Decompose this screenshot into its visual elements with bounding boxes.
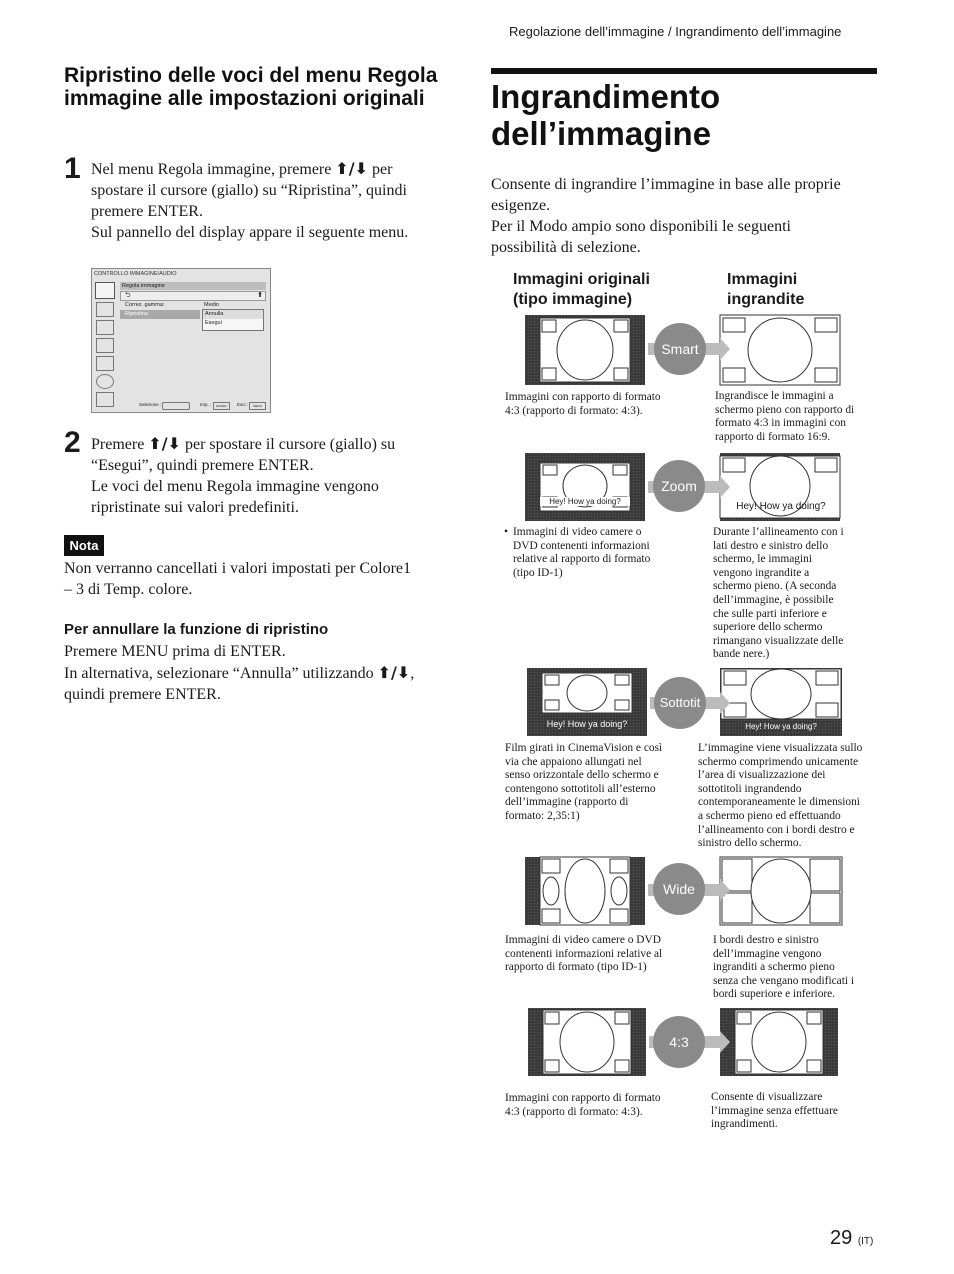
column-heading-line: (tipo immagine) [513,291,633,308]
up-down-arrow-icon: ⬆/⬇ [148,434,181,453]
up-down-arrow-icon: ⬆/⬇ [377,663,411,682]
caption-line: contenenti informazioni relative al [505,947,663,960]
step-1-line: premere ENTER. [91,203,203,220]
step-2-number: 2 [64,426,81,459]
caption-line: dell’immagine (rapporto di [505,796,629,809]
cancel-line: , [410,665,415,682]
osd-option-esegui: Esegui [205,320,222,326]
caption-line: schermo pieno con rapporto di [715,403,855,416]
osd-reset-row: Ripristina [120,310,200,319]
caption-line: a schermo pieno ed effettuando [698,809,841,822]
smart-original-caption [505,391,695,418]
four-three-enlarged-image [720,1008,838,1076]
sottotit-original-subtitle: Hey! How ya doing? [546,719,628,729]
mode-zoom-label: Zoom [653,460,705,512]
caption-line: vengono ingrandite a [713,566,810,579]
caption-line: bande nere.) [713,648,770,661]
cancel-line: quindi premere ENTER. [64,686,221,703]
caption-line: lati destro e sinistro dello [713,539,829,552]
four-three-original-image [528,1008,646,1076]
smart-original-image [525,315,645,385]
caption-line: l’allineamento con i bordi destro e [698,823,855,836]
caption-line: Immagini di video camere o [513,526,642,538]
step-2-line: Premere [91,436,149,453]
up-icon: ⬆ [257,292,263,299]
caption-line: l’area di visualizzazione dei [698,769,826,782]
mode-smart-label: Smart [654,323,706,375]
intro-line: esigenze. [491,197,551,214]
wide-original-caption [505,934,700,975]
column-heading-line: Immagini [727,271,798,288]
mode-wide-label: Wide [653,863,705,915]
caption-line: Consente di visualizzare [711,1091,823,1103]
osd-menu-key: MENU [249,402,266,410]
caption-line: rimangano visualizzate delle [713,634,844,647]
caption-line: dell’immagine vengono [713,947,822,960]
step-2-line: Le voci del menu Regola immagine vengono [91,478,379,495]
sottotit-enlarged-caption [698,742,883,851]
step-1-number: 1 [64,152,81,185]
caption-line: Immagini di video camere o DVD [505,934,661,946]
wide-original-image [525,857,645,925]
step-2-line: ripristinate sui valori predefiniti. [91,499,299,516]
caption-line: superiore dello schermo [713,621,823,634]
cancel-subheading: Per annullare la funzione di ripristino [64,621,329,638]
caption-line: bordi superiore e inferiore. [713,988,836,1001]
caption-line: relative al rapporto di formato [513,553,651,566]
caption-line: che sulle parti inferiore e [713,607,827,620]
caption-line: schermo comprimendo unicamente [698,755,859,768]
caption-line: via che appaiono allungati nel [505,755,642,768]
mode-sottotit-label: Sottotit [654,677,706,729]
caption-line: rapporto di formato (tipo ID-1) [505,961,647,974]
wide-enlarged-caption [713,934,888,1002]
osd-gamma-label: Correz. gamma: [125,302,165,308]
return-icon: ⮌ [125,292,131,299]
nota-badge: Nota [64,535,104,556]
caption-line: formato 4:3 in immagini con [715,417,846,430]
zoom-enlarged-subtitle: Hey! How ya doing? [736,501,826,512]
caption-line: l’immagine senza effettuare [711,1104,838,1117]
osd-footer-set: Imp. : [200,402,212,407]
sottotit-original-caption [505,742,700,824]
caption-line: DVD contenenti informazioni [513,539,650,552]
caption-line: L’immagine viene visualizzata sullo [698,742,863,754]
intro-line: possibilità di selezione. [491,239,641,256]
step-2-line: per spostare il cursore (giallo) su [180,436,396,453]
step-1-line: spostare il cursore (giallo) su “Ripristina”, quindi [91,182,407,199]
zoom-enlarged-caption [713,526,883,662]
page-title-line: Ingrandimento [491,78,721,115]
caption-line: sottotitoli ingrandendo [698,782,802,795]
caption-line: schermo pieno. (A seconda [713,580,837,593]
mode-4-3-label: 4:3 [653,1016,705,1068]
four-three-original-caption [505,1092,700,1119]
step-2-line: “Esegui”, quindi premere ENTER. [91,457,314,474]
osd-option-annulla: Annulla [203,310,263,319]
cancel-line: Premere MENU prima di ENTER. [64,643,286,660]
cancel-line: In alternativa, selezionare “Annulla” utilizzando [64,665,378,682]
step-1-line: per [368,161,393,178]
intro-line: Consente di ingrandire l’immagine in base alle proprie [491,176,841,193]
caption-line: contemporaneamente le dimensioni [698,796,860,809]
smart-enlarged-caption [715,390,885,444]
sottotit-enlarged-subtitle: Hey! How ya doing? [745,722,817,731]
column-heading-line: Immagini originali [513,271,650,288]
caption-line: Ingrandisce le immagini a [715,390,834,402]
caption-line: sinistro dello schermo. [698,837,802,850]
caption-line: 4:3 (rapporto di formato: 4:3). [505,404,643,417]
osd-footer-select: Selezione : [139,402,162,407]
section-heading: Ripristino delle voci del menu Regola immagine alle impostazioni originali [64,64,438,110]
caption-line: (tipo ID-1) [513,566,563,579]
caption-line: Immagini con rapporto di formato [505,1092,661,1104]
zoom-original-caption [504,526,694,580]
step-1-line: Sul pannello del display appare il seguente menu. [91,224,409,241]
osd-gamma-value: Medio [204,302,219,308]
osd-menu-title: CONTROLLO IMMAGINE/AUDIO [94,271,177,277]
up-down-arrow-icon: ⬆/⬇ [335,159,369,178]
caption-line: dell’immagine, è possibile [713,593,834,606]
caption-line: senso orizzontale dello schermo e [505,769,659,782]
caption-line: contengono sottotitoli all’esterno [505,782,656,795]
page-number-value: 29 [830,1227,853,1249]
caption-line: senza che vengano modificati i [713,974,855,987]
caption-line: rapporto di formato 16:9. [715,430,831,443]
osd-enter-key: ENTER [213,402,230,410]
nota-line: – 3 di Temp. colore. [64,581,193,598]
page-title-line: dell’immagine [491,115,712,152]
caption-line: Film girati in CinemaVision e così [505,742,663,754]
osd-menu-header: Regola immagine [120,282,266,290]
running-head: Regolazione dell’immagine / Ingrandimento dell’immagine [509,24,842,39]
caption-line: ingranditi a schermo pieno [713,961,835,974]
caption-line: Durante l’allineamento con i [713,526,844,538]
zoom-original-subtitle: Hey! How ya doing? [540,497,630,506]
column-heading-line: ingrandite [727,291,805,308]
bullet-icon: • [504,526,508,538]
caption-line: schermo, le immagini [713,553,813,566]
four-three-enlarged-caption [711,1091,886,1132]
caption-line: I bordi destro e sinistro [713,934,819,946]
zoom-original-image [525,453,645,521]
intro-line: Per il Modo ampio sono disponibili le seguenti [491,218,791,235]
nota-line: Non verranno cancellati i valori impostati per Colore1 [64,560,411,577]
wide-enlarged-image [720,857,842,925]
caption-line: Immagini con rapporto di formato [505,391,661,403]
page-number [830,1227,873,1250]
caption-line: ingrandimenti. [711,1118,778,1131]
smart-enlarged-image [720,315,840,385]
osd-footer-exit: Esci : [237,402,249,407]
caption-line: formato: 2,35:1) [505,809,580,822]
step-1-line: Nel menu Regola immagine, premere [91,161,336,178]
page-number-suffix: (IT) [857,1236,874,1247]
caption-line: 4:3 (rapporto di formato: 4:3). [505,1105,643,1118]
